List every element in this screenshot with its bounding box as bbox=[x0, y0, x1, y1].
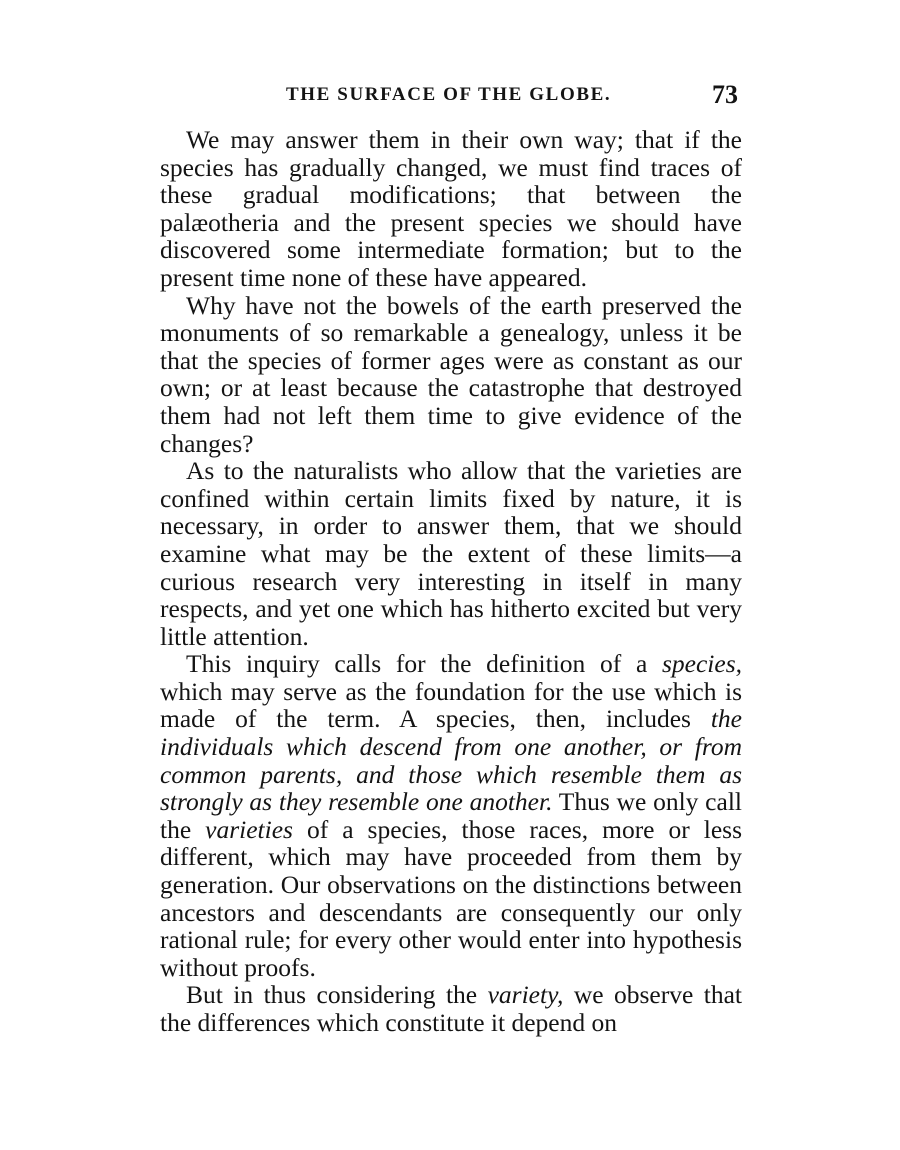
running-head-title: THE SURFACE OF THE GLOBE. bbox=[286, 84, 612, 105]
paragraph-5 bbox=[160, 981, 742, 1036]
paragraph-4-varieties-italic: varieties bbox=[205, 814, 293, 844]
paragraph-5-variety-italic: variety, bbox=[487, 980, 564, 1010]
paragraph-1: We may answer them in their own way; that if the species has gradually changed, we must find traces of these gradual modifications; that between the palæotheria and the present species we should have discovered some intermediate formation; but to the present time none of these have appeared. bbox=[160, 125, 742, 292]
paragraph-4-text-g: of a species, those races, more or less different, which may have proceeded from them by generation. Our observations on the distinctions between ancestors and descendants are consequently our only rational rule; for every other would enter into hypothesis without proofs. bbox=[160, 814, 742, 982]
paragraph-4-text-c: which may serve as the foundation for the use which is made of the term. A species, then, includes bbox=[160, 676, 742, 734]
paragraph-4-species-italic: species, bbox=[661, 649, 742, 679]
paragraph-4-text-a: This inquiry calls for the definition of a bbox=[186, 649, 662, 679]
paragraph-5-text-a: But in thus considering the bbox=[186, 980, 488, 1010]
paragraph-5-text-c: we observe that the differences which constitute it depend on bbox=[160, 980, 742, 1037]
paragraph-4-definition-italic: the individuals which descend from one another, or from common parents, and those which resemble them as strongly as they resemble one another. bbox=[160, 704, 742, 817]
paragraph-3: As to the naturalists who allow that the varieties are confined within certain limits fixed by nature, it is necessary, in order to answer them, that we should examine what may be the extent of these limits—a curious research very interesting in itself in many respects, and yet one which has hitherto excited but very little attention. bbox=[160, 456, 742, 651]
paragraph-4-text-e: Thus we only call the bbox=[160, 787, 742, 844]
paragraph-2: Why have not the bowels of the earth preserved the monuments of so remarkable a genealogy, unless it be that the species of former ages were as constant as our own; or at least because the catastrophe that destroyed them had not left them time to give evidence of the changes? bbox=[160, 290, 742, 458]
body-text bbox=[160, 126, 742, 1037]
running-head bbox=[160, 80, 740, 114]
page-number: 73 bbox=[712, 80, 738, 109]
paragraph-4 bbox=[160, 650, 742, 981]
